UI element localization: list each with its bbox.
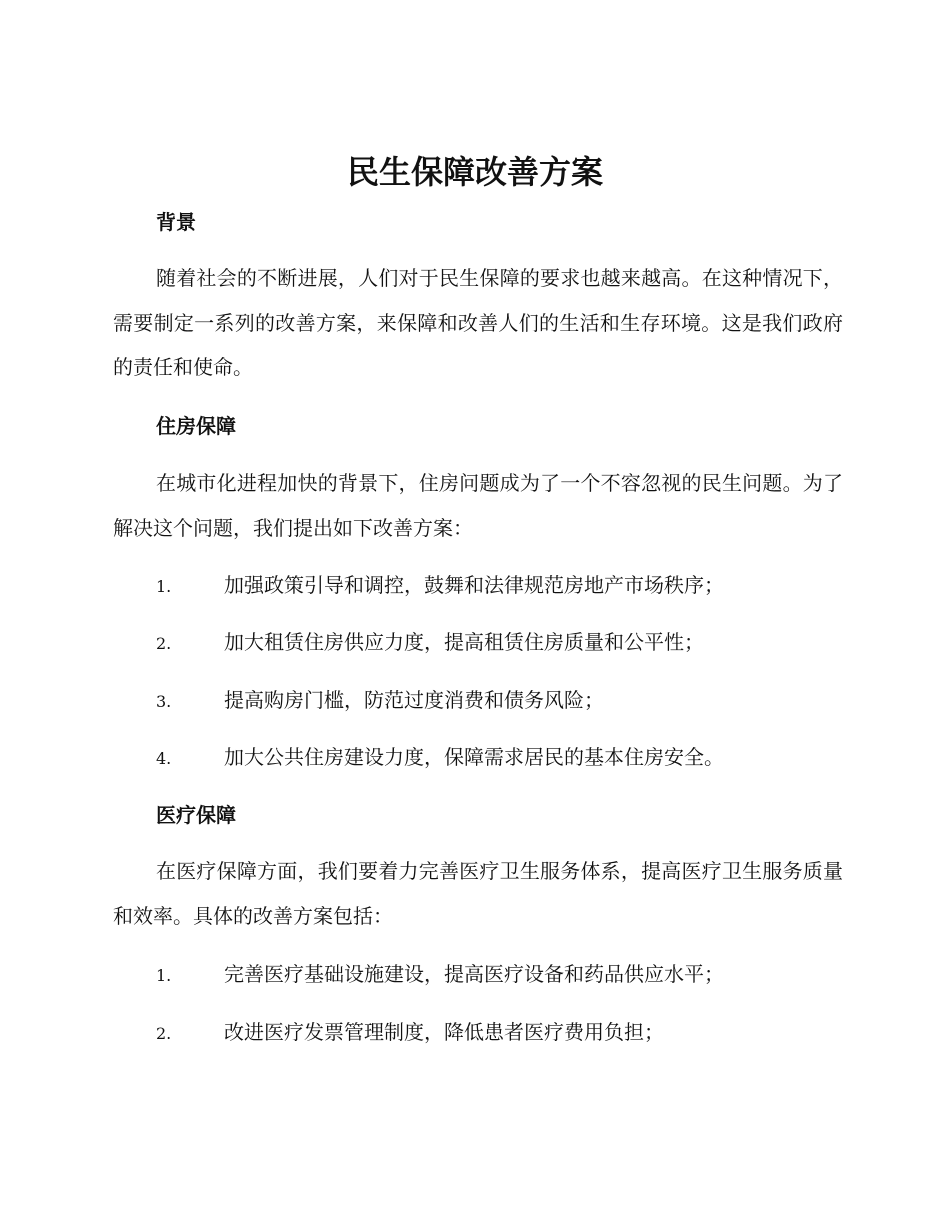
list-item-number: 1. (156, 966, 172, 985)
list-item-number: 3. (156, 692, 172, 711)
list-item: 提高购房门槛，防范过度消费和债务风险； (224, 688, 604, 712)
document-title: 民生保障改善方案 (346, 153, 603, 191)
section-paragraph-housing: 在城市化进程加快的背景下，住房问题成为了一个不容忽视的民生问题。为了解决这个问题，我们提出如下改善方案： (113, 471, 843, 540)
section-paragraph-medical: 在医疗保障方面，我们要着力完善医疗卫生服务体系，提高医疗卫生服务质量和效率。具体的改善方案包括： (113, 859, 843, 928)
list-item-number: 2. (156, 1024, 172, 1043)
list-item: 改进医疗发票管理制度，降低患者医疗费用负担； (224, 1020, 664, 1044)
section-heading-background: 背景 (156, 210, 196, 234)
list-item-number: 4. (156, 749, 172, 768)
list-item: 完善医疗基础设施建设，提高医疗设备和药品供应水平； (224, 962, 724, 986)
section-paragraph-background: 随着社会的不断进展，人们对于民生保障的要求也越来越高。在这种情况下，需要制定一系列的改善方案，来保障和改善人们的生活和生存环境。这是我们政府的责任和使命。 (113, 266, 843, 379)
list-item: 加大租赁住房供应力度，提高租赁住房质量和公平性； (224, 630, 704, 654)
list-item-number: 2. (156, 634, 172, 653)
list-item: 加大公共住房建设力度，保障需求居民的基本住房安全。 (224, 745, 724, 769)
section-heading-medical: 医疗保障 (156, 803, 236, 827)
list-item-number: 1. (156, 577, 172, 596)
list-item: 加强政策引导和调控，鼓舞和法律规范房地产市场秩序； (224, 573, 724, 597)
section-heading-housing: 住房保障 (156, 414, 236, 438)
